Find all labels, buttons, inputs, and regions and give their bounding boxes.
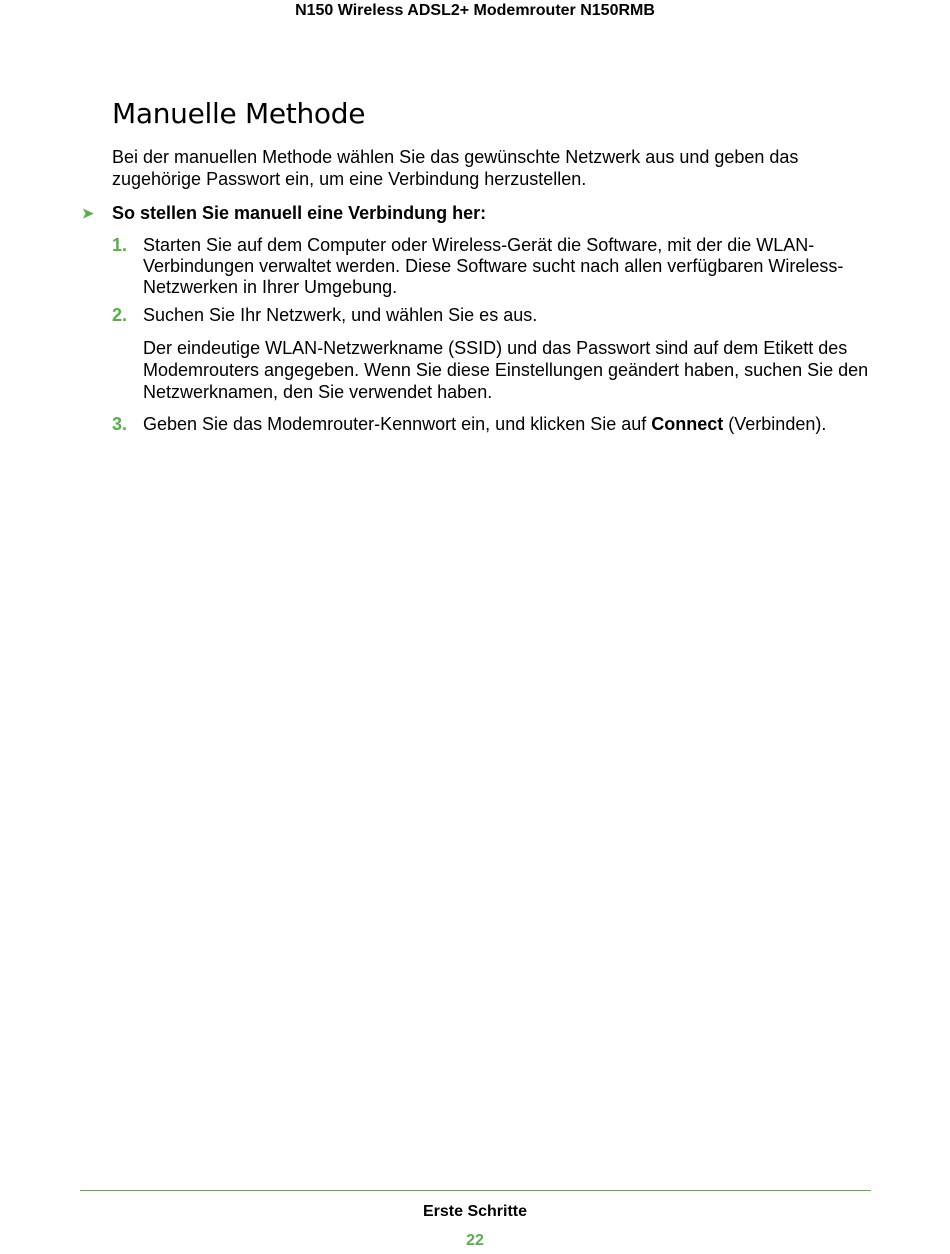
- page-header: N150 Wireless ADSL2+ Modemrouter N150RMB: [295, 2, 655, 19]
- arrowhead-right-icon: ➤: [82, 205, 94, 221]
- footer-divider: [80, 1190, 871, 1191]
- procedure-title: So stellen Sie manuell eine Verbindung her:: [112, 203, 487, 223]
- list-item-step-3: [112, 414, 872, 435]
- section-title: Manuelle Methode: [112, 97, 366, 130]
- step-number: 2.: [112, 305, 128, 325]
- step-text: Starten Sie auf dem Computer oder Wireless-Gerät die Software, mit der die WLAN-Verbindungen verwaltet werden. Diese Software sucht nach allen verfügbaren Wireless-Netzwerken in Ihrer Umgebung.: [143, 235, 844, 297]
- step-number: 3.: [112, 414, 128, 434]
- intro-paragraph: Bei der manuellen Methode wählen Sie das gewünschte Netzwerk aus und geben das zugehörige Passwort ein, um eine Verbindung herzustellen.: [112, 147, 799, 189]
- step-text-end: (Verbinden).: [723, 414, 827, 434]
- connect-label: Connect: [651, 414, 724, 434]
- step-text: [143, 414, 872, 435]
- footer-chapter: Erste Schritte: [422, 1203, 528, 1220]
- page-number: 22: [466, 1232, 484, 1249]
- step-text: Suchen Sie Ihr Netzwerk, und wählen Sie es aus.: [143, 305, 538, 325]
- step-2-note: Der eindeutige WLAN-Netzwerkname (SSID) und das Passwort sind auf dem Etikett des Modemrouters angegeben. Wenn Sie diese Einstellungen geändert haben, suchen Sie den Netzwerknamen, den Sie verwendet haben.: [143, 338, 869, 402]
- list-item-step-2: [112, 305, 872, 326]
- list-item-step-1: [112, 235, 872, 298]
- procedure-heading: [82, 202, 486, 224]
- step-text-start: Geben Sie das Modemrouter-Kennwort ein, und klicken Sie auf: [143, 414, 652, 434]
- step-number: 1.: [112, 235, 128, 255]
